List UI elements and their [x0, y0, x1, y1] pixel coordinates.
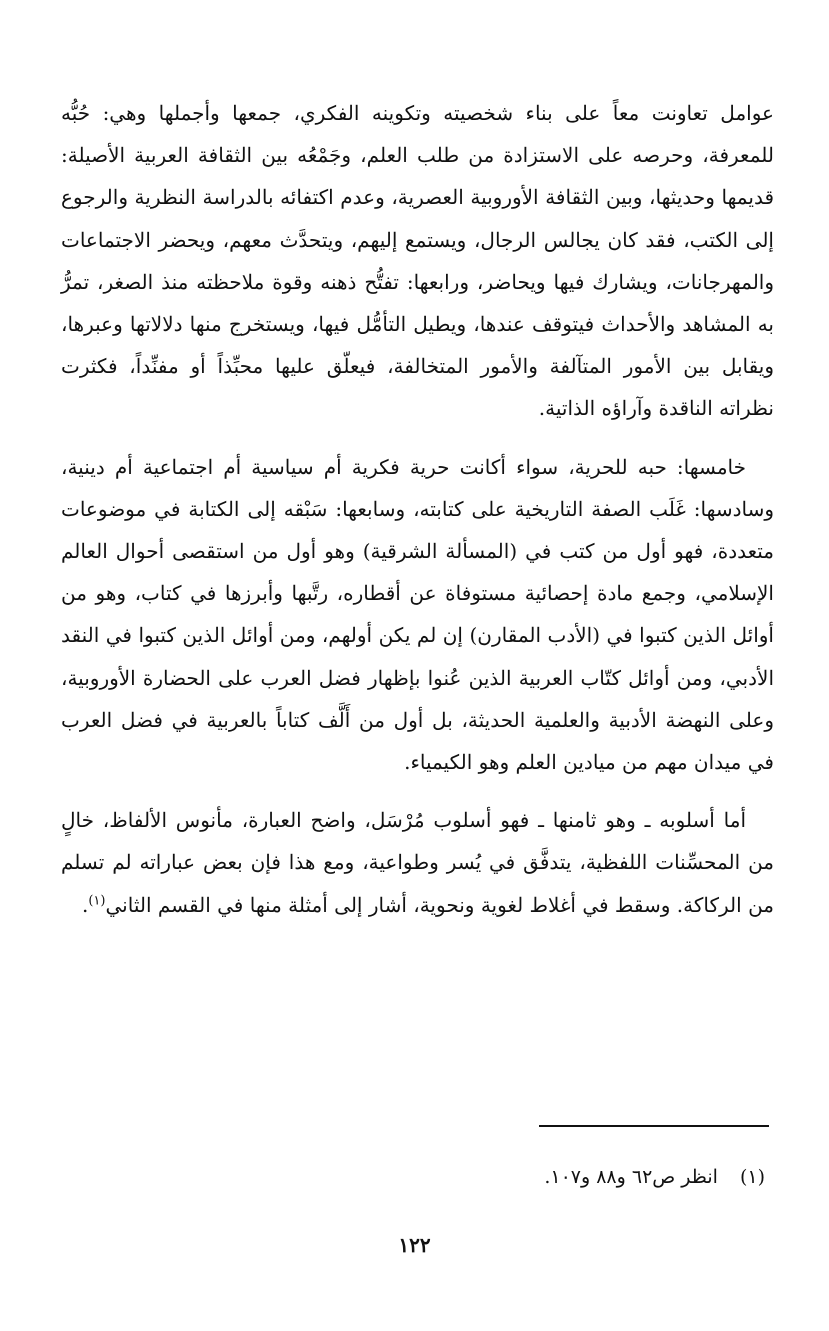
footnote-separator — [539, 1125, 769, 1127]
paragraph-3 — [61, 799, 774, 926]
main-text — [61, 92, 774, 942]
footnote-reference[interactable]: (١) — [88, 893, 106, 908]
page-number: ١٢٢ — [398, 1233, 431, 1257]
footnote-text: انظر ص٦٢ و٨٨ و١٠٧. — [544, 1166, 718, 1188]
paragraph-3-end: . — [81, 892, 89, 917]
paragraph-2: خامسها: حبه للحرية، سواء أكانت حرية فكرية أم سياسية أم اجتماعية أم دينية، وسادسها: غَلَب الصفة التاريخية على كتابته، وسابعها: سَبْقه إلى الكتابة في موضوعات متعددة، فهو أول من كتب في (المسألة الشرقية) وهو أول من استقصى أحوال العالم الإسلامي، وجمع مادة إحصائية مستوفاة عن أقطاره، رتَّبها وأبرزها في كتاب، وهو من أوائل الذين كتبوا في (الأدب المقارن) إن لم يكن أولهم، ومن أوائل الذين كتبوا في النقد الأدبي، ومن أوائل كتّاب العربية الذين عُنوا بإظهار فضل العرب على الحضارة الأوروبية، وعلى النهضة الأدبية والعلمية الحديثة، بل أول من أَلَّف كتاباً بالعربية في فضل العرب في ميدان مهم من ميادين العلم وهو الكيمياء. — [61, 454, 774, 775]
footnote — [65, 1162, 765, 1192]
paragraph-1: عوامل تعاونت معاً على بناء شخصيته وتكوينه الفكري، جمعها وأجملها وهي: حُبُّه للمعرفة، وحرصه على الاستزادة من طلب العلم، وجَمْعُه بين الثقافة العربية الأصيلة: قديمها وحديثها، وبين الثقافة الأوروبية العصرية، وعدم اكتفائه بالدراسة النظرية والرجوع إلى الكتب، فقد كان يجالس الرجال، ويستمع إليهم، ويتحدَّث معهم، ويحضر الاجتماعات والمهرجانات، ويشارك فيها ويحاضر، ورابعها: تفتُّح ذهنه وقوة ملاحظته منذ الصغر، تمرُّ به المشاهد والأحداث فيتوقف عندها، ويطيل التأمُّل فيها، ويستخرج منها دلالاتها وعبرها، ويقابل بين الأمور المتآلفة والأمور المتخالفة، فيعلّق عليها محبِّذاً أو مفنِّداً، فكثرت نظراته الناقدة وآراؤه الذاتية. — [61, 101, 774, 421]
paragraph-3-text: أما أسلوبه ـ وهو ثامنها ـ فهو أسلوب مُرْسَل، واضح العبارة، مأنوس الألفاظ، خالٍ من المحسِّنات اللفظية، يتدفَّق في يُسر وطواعية، ومع هذا فإن بعض عباراته لم تسلم من الركاكة. وسقط في أغلاط لغوية ونحوية، أشار إلى أمثلة منها في القسم الثاني — [61, 808, 774, 917]
footnote-marker: (١) — [739, 1166, 765, 1188]
